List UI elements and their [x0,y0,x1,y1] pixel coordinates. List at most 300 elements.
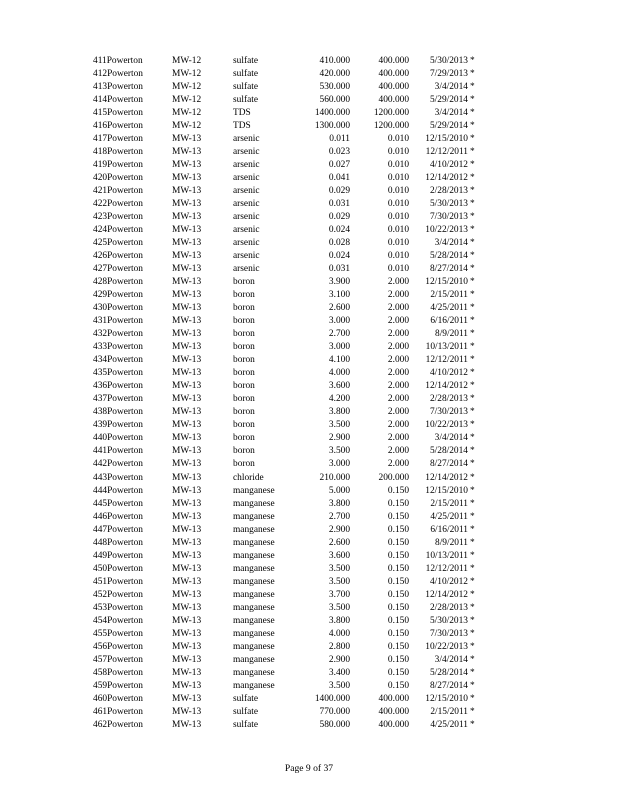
cell-limit: 0.010 [387,160,409,171]
cell-id: 450 [93,563,108,574]
cell-id-site [93,276,143,289]
cell-result: 0.041 [328,173,350,184]
cell-id: 449 [93,550,108,561]
cell-id-site [93,706,143,719]
cell-site: Powerton [107,251,143,262]
cell-date: 12/15/2010 [425,485,468,496]
cell-well: MW-13 [172,147,202,158]
table-row [0,667,618,680]
cell-id-site [93,133,143,146]
cell-flag: * [470,316,475,327]
cell-limit: 2.000 [387,420,409,431]
table-row [0,706,618,719]
cell-result: 580.000 [319,719,350,730]
cell-result: 1400.000 [314,693,350,704]
cell-id-site [93,628,143,641]
table-row [0,654,618,667]
cell-flag: * [470,706,475,717]
cell-parameter: boron [233,355,255,366]
cell-well: MW-12 [172,121,202,132]
cell-limit: 2.000 [387,459,409,470]
cell-limit: 0.150 [387,641,409,652]
cell-id-site [93,55,143,68]
cell-parameter: arsenic [233,160,260,171]
cell-site: Powerton [107,628,143,639]
cell-result: 2.700 [328,511,350,522]
cell-site: Powerton [107,173,143,184]
cell-site: Powerton [107,290,143,301]
cell-id-site [93,589,143,602]
cell-well: MW-13 [172,134,202,145]
cell-date: 3/4/2014 [434,82,468,93]
cell-id: 428 [93,277,108,288]
cell-site: Powerton [107,407,143,418]
table-row [0,68,618,81]
cell-well: MW-13 [172,654,202,665]
cell-id-site [93,537,143,550]
cell-limit: 0.150 [387,563,409,574]
cell-site: Powerton [107,381,143,392]
cell-id: 462 [93,719,108,730]
cell-site: Powerton [107,615,143,626]
table-row [0,498,618,511]
cell-flag: * [470,394,475,405]
cell-well: MW-13 [172,485,202,496]
table-row [0,263,618,276]
cell-site: Powerton [107,680,143,691]
cell-parameter: manganese [233,602,275,613]
cell-parameter: manganese [233,550,275,561]
table-row [0,133,618,146]
cell-parameter: boron [233,420,255,431]
cell-parameter: TDS [233,121,251,132]
cell-site: Powerton [107,394,143,405]
cell-limit: 400.000 [378,56,409,66]
cell-result: 2.900 [328,524,350,535]
cell-id: 455 [93,628,108,639]
cell-id: 436 [93,381,108,392]
cell-site: Powerton [107,69,143,80]
cell-well: MW-13 [172,615,202,626]
cell-site: Powerton [107,316,143,327]
cell-limit: 2.000 [387,303,409,314]
cell-well: MW-13 [172,199,202,210]
cell-id: 435 [93,368,108,379]
cell-id: 431 [93,316,108,327]
cell-id-site [93,693,143,706]
cell-parameter: manganese [233,589,275,600]
cell-site: Powerton [107,420,143,431]
cell-flag: * [470,160,475,171]
cell-id-site [93,107,143,120]
cell-id-site [93,576,143,589]
cell-result: 3.800 [328,407,350,418]
cell-well: MW-13 [172,329,202,340]
cell-id: 432 [93,329,108,340]
cell-parameter: TDS [233,108,251,119]
cell-well: MW-13 [172,524,202,535]
cell-date: 10/13/2011 [425,342,468,353]
cell-date: 2/15/2011 [430,706,468,717]
table-row [0,250,618,263]
table-row [0,524,618,537]
cell-parameter: manganese [233,524,275,535]
cell-well: MW-13 [172,394,202,405]
cell-id-site [93,289,143,302]
cell-site: Powerton [107,186,143,197]
table-row [0,576,618,589]
cell-result: 2.600 [328,537,350,548]
data-table [0,55,618,732]
cell-flag: * [470,238,475,249]
cell-well: MW-13 [172,511,202,522]
cell-date: 3/4/2014 [434,654,468,665]
cell-limit: 0.010 [387,251,409,262]
cell-limit: 0.150 [387,667,409,678]
cell-id: 441 [93,446,108,457]
cell-result: 0.027 [328,160,350,171]
cell-limit: 1200.000 [373,121,409,132]
cell-date: 12/14/2012 [425,173,468,184]
table-row [0,146,618,159]
cell-well: MW-13 [172,212,202,223]
cell-result: 4.000 [328,368,350,379]
cell-parameter: chloride [233,472,264,483]
cell-limit: 0.010 [387,238,409,249]
cell-result: 3.500 [328,680,350,691]
cell-site: Powerton [107,160,143,171]
cell-limit: 2.000 [387,381,409,392]
cell-parameter: sulfate [233,719,258,730]
cell-id: 429 [93,290,108,301]
cell-flag: * [470,563,475,574]
cell-flag: * [470,355,475,366]
cell-date: 12/14/2012 [425,472,468,483]
cell-limit: 0.010 [387,199,409,210]
cell-well: MW-13 [172,225,202,236]
cell-id: 451 [93,576,108,587]
cell-limit: 0.150 [387,589,409,600]
cell-site: Powerton [107,212,143,223]
cell-id: 437 [93,394,108,405]
table-row [0,237,618,250]
cell-site: Powerton [107,82,143,93]
cell-flag: * [470,680,475,691]
cell-parameter: arsenic [233,186,260,197]
cell-limit: 0.150 [387,615,409,626]
cell-site: Powerton [107,719,143,730]
cell-limit: 400.000 [378,693,409,704]
cell-id-site [93,341,143,354]
cell-id-site [93,393,143,406]
cell-limit: 0.150 [387,654,409,665]
cell-id: 412 [93,69,108,80]
cell-flag: * [470,381,475,392]
cell-result: 3.500 [328,602,350,613]
table-row [0,719,618,732]
cell-flag: * [470,212,475,223]
table-row [0,55,618,68]
cell-id-site [93,485,143,498]
cell-well: MW-13 [172,680,202,691]
cell-well: MW-13 [172,693,202,704]
cell-result: 770.000 [319,706,350,717]
cell-id: 416 [93,121,108,132]
cell-id-site [93,615,143,628]
cell-parameter: arsenic [233,212,260,223]
cell-date: 12/15/2010 [425,693,468,704]
cell-date: 8/27/2014 [429,264,468,275]
cell-date: 7/30/2013 [429,628,468,639]
cell-id-site [93,680,143,693]
cell-parameter: sulfate [233,69,258,80]
cell-well: MW-12 [172,82,202,93]
cell-flag: * [470,277,475,288]
cell-limit: 0.150 [387,537,409,548]
cell-parameter: boron [233,381,255,392]
table-row [0,172,618,185]
cell-limit: 0.150 [387,498,409,509]
cell-id-site [93,563,143,576]
cell-parameter: manganese [233,511,275,522]
cell-limit: 2.000 [387,394,409,405]
cell-well: MW-13 [172,576,202,587]
cell-flag: * [470,225,475,236]
cell-result: 3.500 [328,576,350,587]
cell-well: MW-13 [172,589,202,600]
table-row [0,589,618,602]
cell-flag: * [470,199,475,210]
cell-id: 444 [93,485,108,496]
cell-id-site [93,250,143,263]
cell-parameter: arsenic [233,134,260,145]
cell-flag: * [470,69,475,80]
cell-parameter: sulfate [233,56,258,66]
cell-well: MW-13 [172,368,202,379]
cell-id-site [93,667,143,680]
cell-result: 0.028 [328,238,350,249]
cell-date: 7/30/2013 [429,212,468,223]
cell-result: 3.000 [328,459,350,470]
cell-well: MW-13 [172,667,202,678]
cell-id: 423 [93,212,108,223]
cell-result: 5.000 [328,485,350,496]
cell-result: 3.400 [328,667,350,678]
cell-limit: 400.000 [378,95,409,106]
table-row [0,419,618,432]
cell-id: 447 [93,524,108,535]
cell-date: 4/25/2011 [430,303,468,314]
cell-site: Powerton [107,303,143,314]
cell-id-site [93,120,143,133]
table-row [0,406,618,419]
cell-flag: * [470,641,475,652]
cell-flag: * [470,290,475,301]
cell-parameter: manganese [233,498,275,509]
cell-site: Powerton [107,498,143,509]
cell-well: MW-13 [172,277,202,288]
cell-site: Powerton [107,134,143,145]
cell-date: 4/10/2012 [429,368,468,379]
cell-date: 8/27/2014 [429,459,468,470]
cell-date: 4/10/2012 [429,160,468,171]
cell-limit: 2.000 [387,433,409,444]
cell-site: Powerton [106,56,143,66]
cell-parameter: manganese [233,628,275,639]
cell-result: 3.000 [328,316,350,327]
table-row [0,120,618,133]
cell-well: MW-13 [172,498,202,509]
cell-id: 422 [93,199,108,210]
cell-site: Powerton [107,550,143,561]
cell-site: Powerton [107,199,143,210]
cell-date: 5/29/2014 [429,121,468,132]
cell-well: MW-13 [172,602,202,613]
cell-date: 10/22/2013 [425,420,468,431]
cell-well: MW-13 [172,641,202,652]
cell-limit: 2.000 [387,342,409,353]
cell-flag: * [470,667,475,678]
cell-id-site [93,445,143,458]
cell-date: 5/28/2014 [429,667,468,678]
cell-id: 445 [93,498,108,509]
cell-parameter: boron [233,394,255,405]
cell-id: 426 [93,251,108,262]
cell-id-site [93,211,143,224]
cell-result: 0.029 [328,186,350,197]
cell-limit: 400.000 [378,82,409,93]
table-row [0,94,618,107]
cell-result: 3.700 [328,589,350,600]
cell-well: MW-13 [172,355,202,366]
table-row [0,380,618,393]
cell-date: 5/30/2013 [429,56,468,66]
cell-site: Powerton [107,329,143,340]
cell-well: MW-13 [172,160,202,171]
cell-flag: * [470,147,475,158]
table-row [0,289,618,302]
cell-parameter: arsenic [233,238,260,249]
cell-id-site [93,315,143,328]
cell-limit: 2.000 [387,368,409,379]
cell-limit: 0.010 [387,212,409,223]
cell-parameter: sulfate [233,95,258,106]
cell-limit: 2.000 [387,355,409,366]
cell-id: 411 [93,56,107,66]
cell-id-site [93,406,143,419]
table-row [0,693,618,706]
cell-date: 8/9/2011 [435,329,468,340]
cell-limit: 0.150 [387,550,409,561]
cell-parameter: boron [233,277,255,288]
cell-flag: * [470,186,475,197]
table-row [0,224,618,237]
cell-id-site [93,224,143,237]
cell-well: MW-13 [172,563,202,574]
cell-id: 457 [93,654,108,665]
cell-date: 6/16/2011 [430,316,468,327]
cell-flag: * [470,251,475,262]
cell-site: Powerton [107,602,143,613]
cell-limit: 0.010 [387,173,409,184]
cell-date: 5/30/2013 [429,615,468,626]
cell-flag: * [470,56,475,66]
cell-limit: 0.010 [387,134,409,145]
cell-result: 530.000 [319,82,350,93]
cell-id: 430 [93,303,108,314]
cell-site: Powerton [107,589,143,600]
cell-result: 0.029 [328,212,350,223]
cell-id: 418 [93,147,108,158]
table-row [0,680,618,693]
cell-id: 433 [93,342,108,353]
cell-parameter: boron [233,446,255,457]
cell-flag: * [470,524,475,535]
cell-flag: * [470,121,475,132]
table-row [0,302,618,315]
cell-result: 3.600 [328,381,350,392]
cell-parameter: boron [233,342,255,353]
cell-limit: 0.010 [387,264,409,275]
cell-parameter: boron [233,316,255,327]
cell-flag: * [470,82,475,93]
cell-parameter: boron [233,368,255,379]
cell-result: 4.200 [328,394,350,405]
cell-site: Powerton [107,667,143,678]
cell-date: 10/22/2013 [425,641,468,652]
cell-flag: * [470,511,475,522]
cell-well: MW-13 [172,342,202,353]
cell-id-site [93,237,143,250]
cell-site: Powerton [107,706,143,717]
table-row [0,602,618,615]
cell-flag: * [470,173,475,184]
cell-flag: * [470,654,475,665]
cell-id-site [93,380,143,393]
cell-date: 7/29/2013 [429,69,468,80]
cell-result: 2.600 [328,303,350,314]
table-row [0,537,618,550]
cell-well: MW-13 [172,420,202,431]
cell-id: 427 [93,264,108,275]
table-row [0,458,618,471]
cell-result: 3.100 [328,290,350,301]
cell-flag: * [470,498,475,509]
cell-date: 3/4/2014 [434,433,468,444]
cell-site: Powerton [107,147,143,158]
cell-parameter: manganese [233,654,275,665]
cell-flag: * [470,108,475,119]
table-row [0,393,618,406]
cell-id-site [93,94,143,107]
cell-result: 3.500 [328,563,350,574]
cell-result: 0.031 [328,264,350,275]
cell-id: 420 [93,173,108,184]
cell-well: MW-13 [172,433,202,444]
cell-id: 443 [93,472,108,483]
cell-parameter: manganese [233,537,275,548]
cell-parameter: boron [233,290,255,301]
cell-well: MW-12 [172,56,202,66]
cell-limit: 0.150 [387,485,409,496]
cell-id: 424 [93,225,108,236]
cell-id: 442 [93,459,108,470]
table-row [0,276,618,289]
cell-flag: * [470,407,475,418]
cell-flag: * [470,420,475,431]
cell-flag: * [470,342,475,353]
cell-id: 440 [93,433,108,444]
